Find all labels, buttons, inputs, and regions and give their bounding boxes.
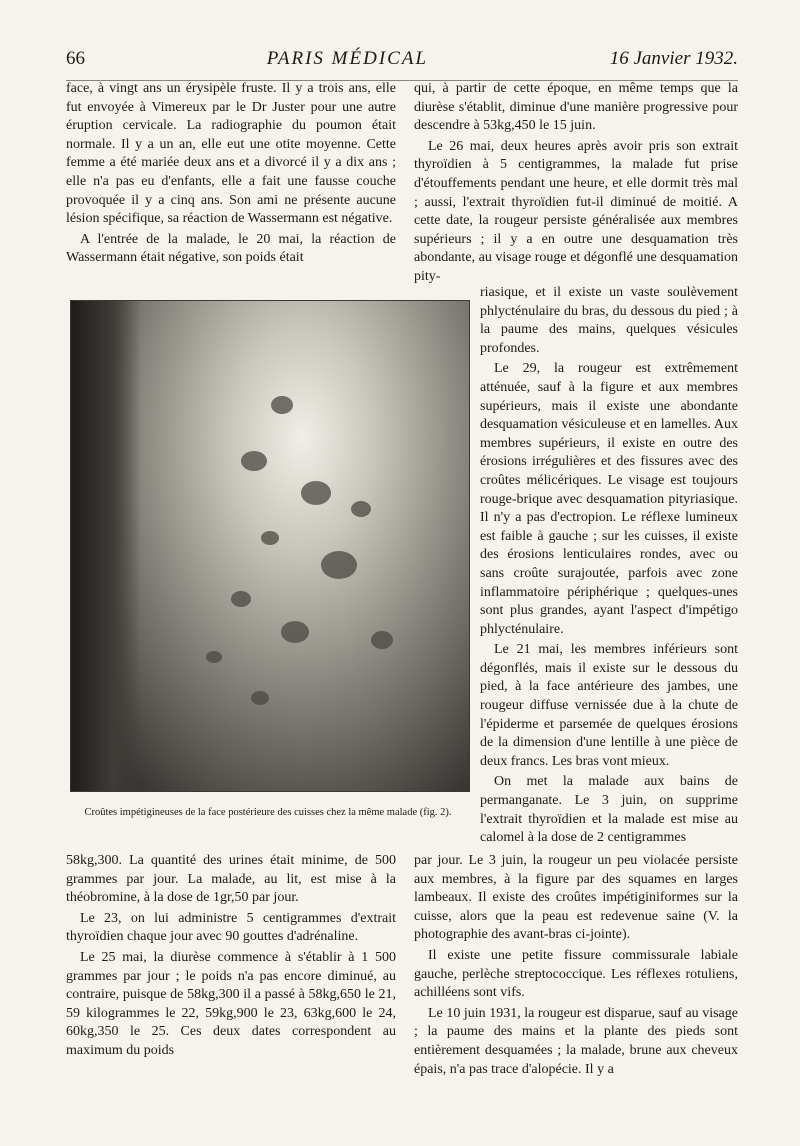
photo-shadow: [71, 301, 141, 791]
page-number: 66: [66, 48, 85, 69]
paragraph: 58kg,300. La quantité des urines était minime, de 500 grammes par jour. La malade, au lit, est mise à la théobromine, à la dose de 1gr,50 par jour.: [66, 853, 396, 906]
right-column-bottom: [414, 852, 738, 1079]
left-column-top: [66, 80, 396, 268]
issue-date: 16 Janvier 1932.: [609, 48, 738, 69]
lesion-spot: [231, 591, 251, 607]
lesion-spot: [301, 481, 331, 505]
lesion-spot: [281, 621, 309, 643]
lesion-spot: [261, 531, 279, 545]
right-column-top: [414, 80, 738, 287]
paragraph: face, à vingt ans un érysipèle fruste. Il y a trois ans, elle fut envoyée à Vimereux par le Dr Juster pour une autre éruption cervicale. La radiographie du poumon était normale. Il y a un an, elle eut une otite moyenne. Cette femme a été mariée deux ans et a divorcé il y a dix ans ; elle n'a pas eu d'enfants, elle a fait une fausse couche provoquée il y a cinq ans. Son ami ne présente aucune lésion spécifique, sa réaction de Wassermann est négative.: [66, 81, 396, 227]
lesion-spot: [271, 396, 293, 414]
paragraph: qui, à partir de cette époque, en même temps que la diurèse s'établit, diminue d'une manière progressive pour descendre à 53kg,450 le 15 juin.: [414, 81, 738, 134]
left-column-bottom: [66, 852, 396, 1061]
paragraph: On met la malade aux bains de permanganate. Le 3 juin, on supprime l'extrait thyroïdien et la malade est mise au calomel à la dose de 2 centigrammes: [480, 774, 738, 846]
paragraph: Le 21 mai, les membres inférieurs sont dégonflés, mais il existe sur le dessous du pied, à la face antérieure des jambes, une rougeur diffuse vernissée due à la chute de l'épiderme et parsemée de quelques érosions de la dimension d'une lentille à une pièce de deux francs. Les bras vont mieux.: [480, 642, 738, 769]
lesion-spot: [241, 451, 267, 471]
paragraph: riasique, et il existe un vaste soulèvement phlycténulaire du bras, du dessous du pied ; à la paume des mains, quelques vésicules profondes.: [480, 285, 738, 356]
paragraph: Le 25 mai, la diurèse commence à s'établir à 1 500 grammes par jour ; le poids n'a pas encore diminué, au contraire, puisque de 58kg,300 il a passé à 58kg,650 le 21, 59 kilogrammes le 22, 59kg,900 le 23, 63kg,600 le 24, 60kg,350 le 25. Ces deux dates correspondent au maximum du poids: [66, 949, 396, 1058]
lesion-spot: [251, 691, 269, 705]
paragraph: Le 26 mai, deux heures après avoir pris son extrait thyroïdien à 5 centigrammes, la malade fut prise d'étouffements pendant une heure, et elle dormit très mal ; aussi, l'extrait thyroïdien fut-il diminué de moitié. A cette date, la rougeur persiste généralisée aux membres supérieurs ; il y a en outre une desquamation très abondante, au visage rouge et dégonflé une desquamation pity-: [414, 138, 738, 284]
lesion-spot: [371, 631, 393, 649]
paragraph: Le 10 juin 1931, la rougeur est disparue, sauf au visage ; la paume des mains et la plante des pieds sont entièrement desquamées ; la malade, brune aux cheveux épais, n'a pas trace d'alopécie. Il y a: [414, 1005, 738, 1077]
right-column-middle: [480, 284, 738, 848]
journal-title: PARIS MÉDICAL: [266, 48, 429, 69]
paragraph: par jour. Le 3 juin, la rougeur un peu violacée persiste aux membres, à la figure par des squames en larges lambeaux. Il existe des croûtes impétiginiformes sur la cuisse, alors que la peau est redevenue saine (V. la photographie des avant-bras ci-jointe).: [414, 853, 738, 943]
figure-caption: Croûtes impétigineuses de la face postérieure des cuisses chez la même malade (fig. 2).: [84, 807, 452, 818]
running-header: [66, 48, 738, 81]
paragraph: Le 23, on lui administre 5 centigrammes d'extrait thyroïdien chaque jour avec 90 gouttes d'adrénaline.: [66, 910, 396, 945]
lesion-spot: [321, 551, 357, 579]
lesion-spot: [206, 651, 222, 663]
paragraph: Il existe une petite fissure commissurale labiale gauche, perlèche streptococcique. Les réflexes rotuliens, achilléens sont vifs.: [414, 947, 738, 1001]
clinical-photograph: [70, 300, 470, 792]
paragraph: A l'entrée de la malade, le 20 mai, la réaction de Wassermann était négative, son poids était: [66, 231, 396, 266]
lesion-spot: [351, 501, 371, 517]
paragraph: Le 29, la rougeur est extrêmement atténuée, sauf à la figure et aux membres supérieurs, mais il existe une abondante desquamation vésiculeuse et en lamelles. Aux membres supérieurs, il existe en outre des érosions irrégulières et des fissures avec des croûtes mélicériques. Le visage est toujours rouge-brique avec desquamation pityriasique. Il n'y a pas d'ectropion. Le réflexe lumineux est faible à gauche ; sur les cuisses, il existe des érosions lenticulaires rondes, avec ou sans croûte surajoutée, parfois avec zone inflammatoire périphérique ; quelques-unes sont plus grandes, ayant l'aspect d'impétigo phlycténulaire.: [480, 361, 738, 637]
